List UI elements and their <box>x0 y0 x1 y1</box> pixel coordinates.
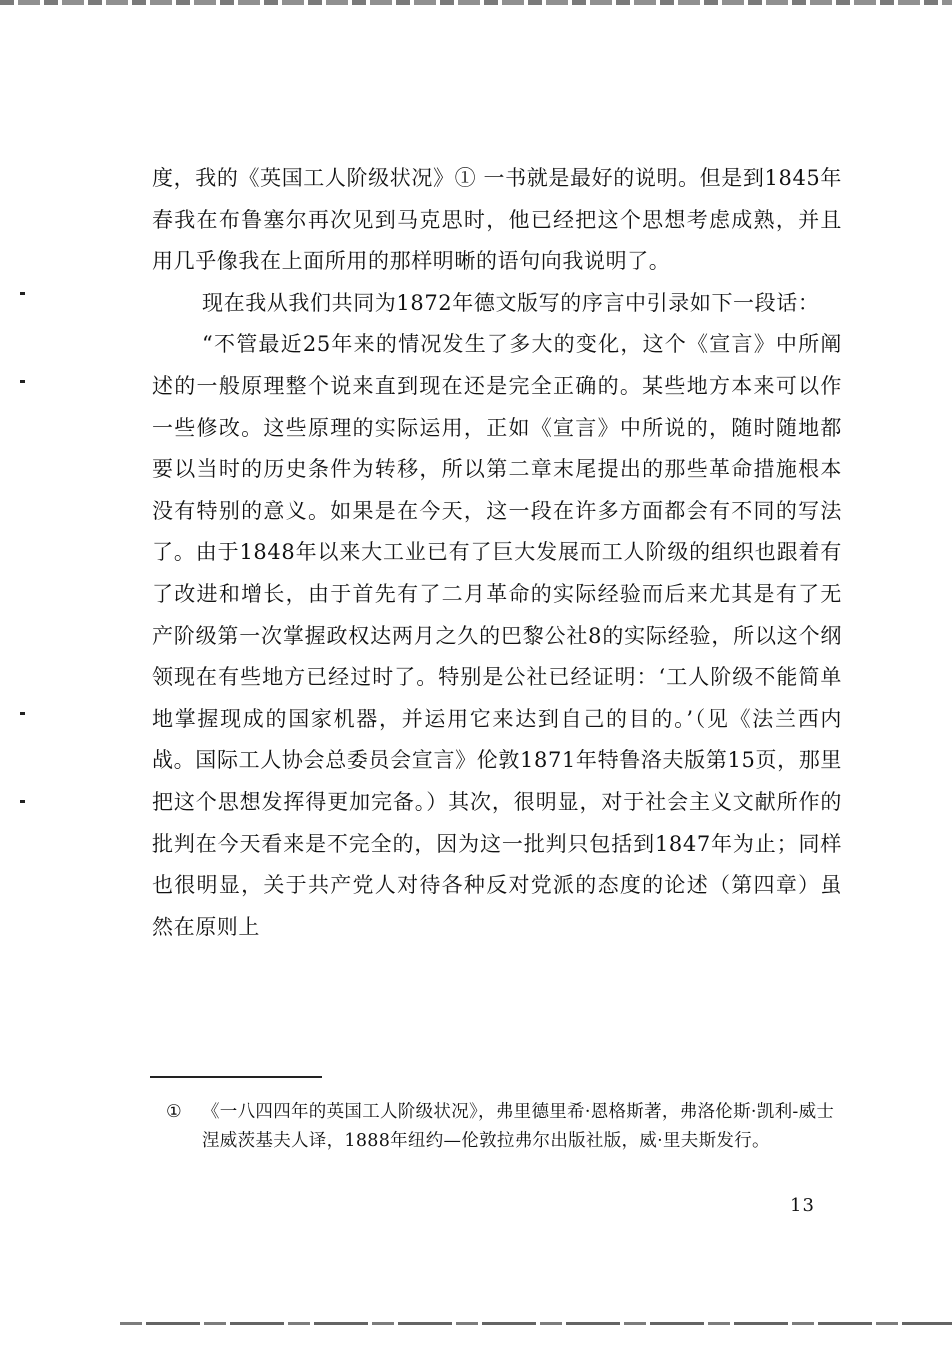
quotation-paragraph: “不管最近25年来的情况发生了多大的变化，这个《宣言》中所阐述的一般原理整个说来直到现在还是完全正确的。某些地方本来可以作一些修改。这些原理的实际运用，正如《宣言》中所说的，随时随地都要以当时的历史条件为转移，所以第二章末尾提出的那些革命措施根本没有特别的意义。如果是在今天，这一段在许多方面都会有不同的写法了。由于1848年以来大工业已有了巨大发展而工人阶级的组织也跟着有了改进和增长，由于首先有了二月革命的实际经验而后来尤其是有了无产阶级第一次掌握政权达两月之久的巴黎公社8的实际经验，所以这个纲领现在有些地方已经过时了。特别是公社已经证明：‘工人阶级不能简单地掌握现成的国家机器，并运用它来达到自己的目的。’（见《法兰西内战。国际工人协会总委员会宣言》伦敦1871年特鲁洛夫版第15页，那里把这个思想发挥得更加完备。）其次，很明显，对于社会主义文献所作的批判在今天看来是不完全的，因为这一批判只包括到1847年为止；同样也很明显，关于共产党人对待各种反对党派的态度的论述（第四章）虽然在原则上 <box>152 332 842 939</box>
footnote <box>166 1098 842 1156</box>
scan-top-edge <box>0 0 952 5</box>
margin-mark <box>20 712 25 715</box>
margin-mark <box>20 800 25 803</box>
footnote-rule <box>150 1076 322 1078</box>
footnote-text: 《一八四四年的英国工人阶级状况》，弗里德里希·恩格斯著，弗洛伦斯·凯利-威士涅威茨基夫人译，1888年纽约—伦敦拉弗尔出版社版，威·里夫斯发行。 <box>202 1102 835 1151</box>
body-text <box>152 158 842 948</box>
margin-mark <box>20 380 25 383</box>
margin-mark <box>20 292 25 295</box>
footnote-marker: ① <box>166 1102 182 1122</box>
paragraph: 现在我从我们共同为1872年德文版写的序言中引录如下一段话： <box>202 290 820 315</box>
paragraph: 度，我的《英国工人阶级状况》① 一书就是最好的说明。但是到1845年春我在布鲁塞尔再次见到马克思时，他已经把这个思想考虑成熟，并且用几乎像我在上面所用的那样明晰的语句向我说明了。 <box>152 166 842 274</box>
page-number: 13 <box>790 1195 815 1216</box>
scan-bottom-edge <box>120 1322 952 1325</box>
